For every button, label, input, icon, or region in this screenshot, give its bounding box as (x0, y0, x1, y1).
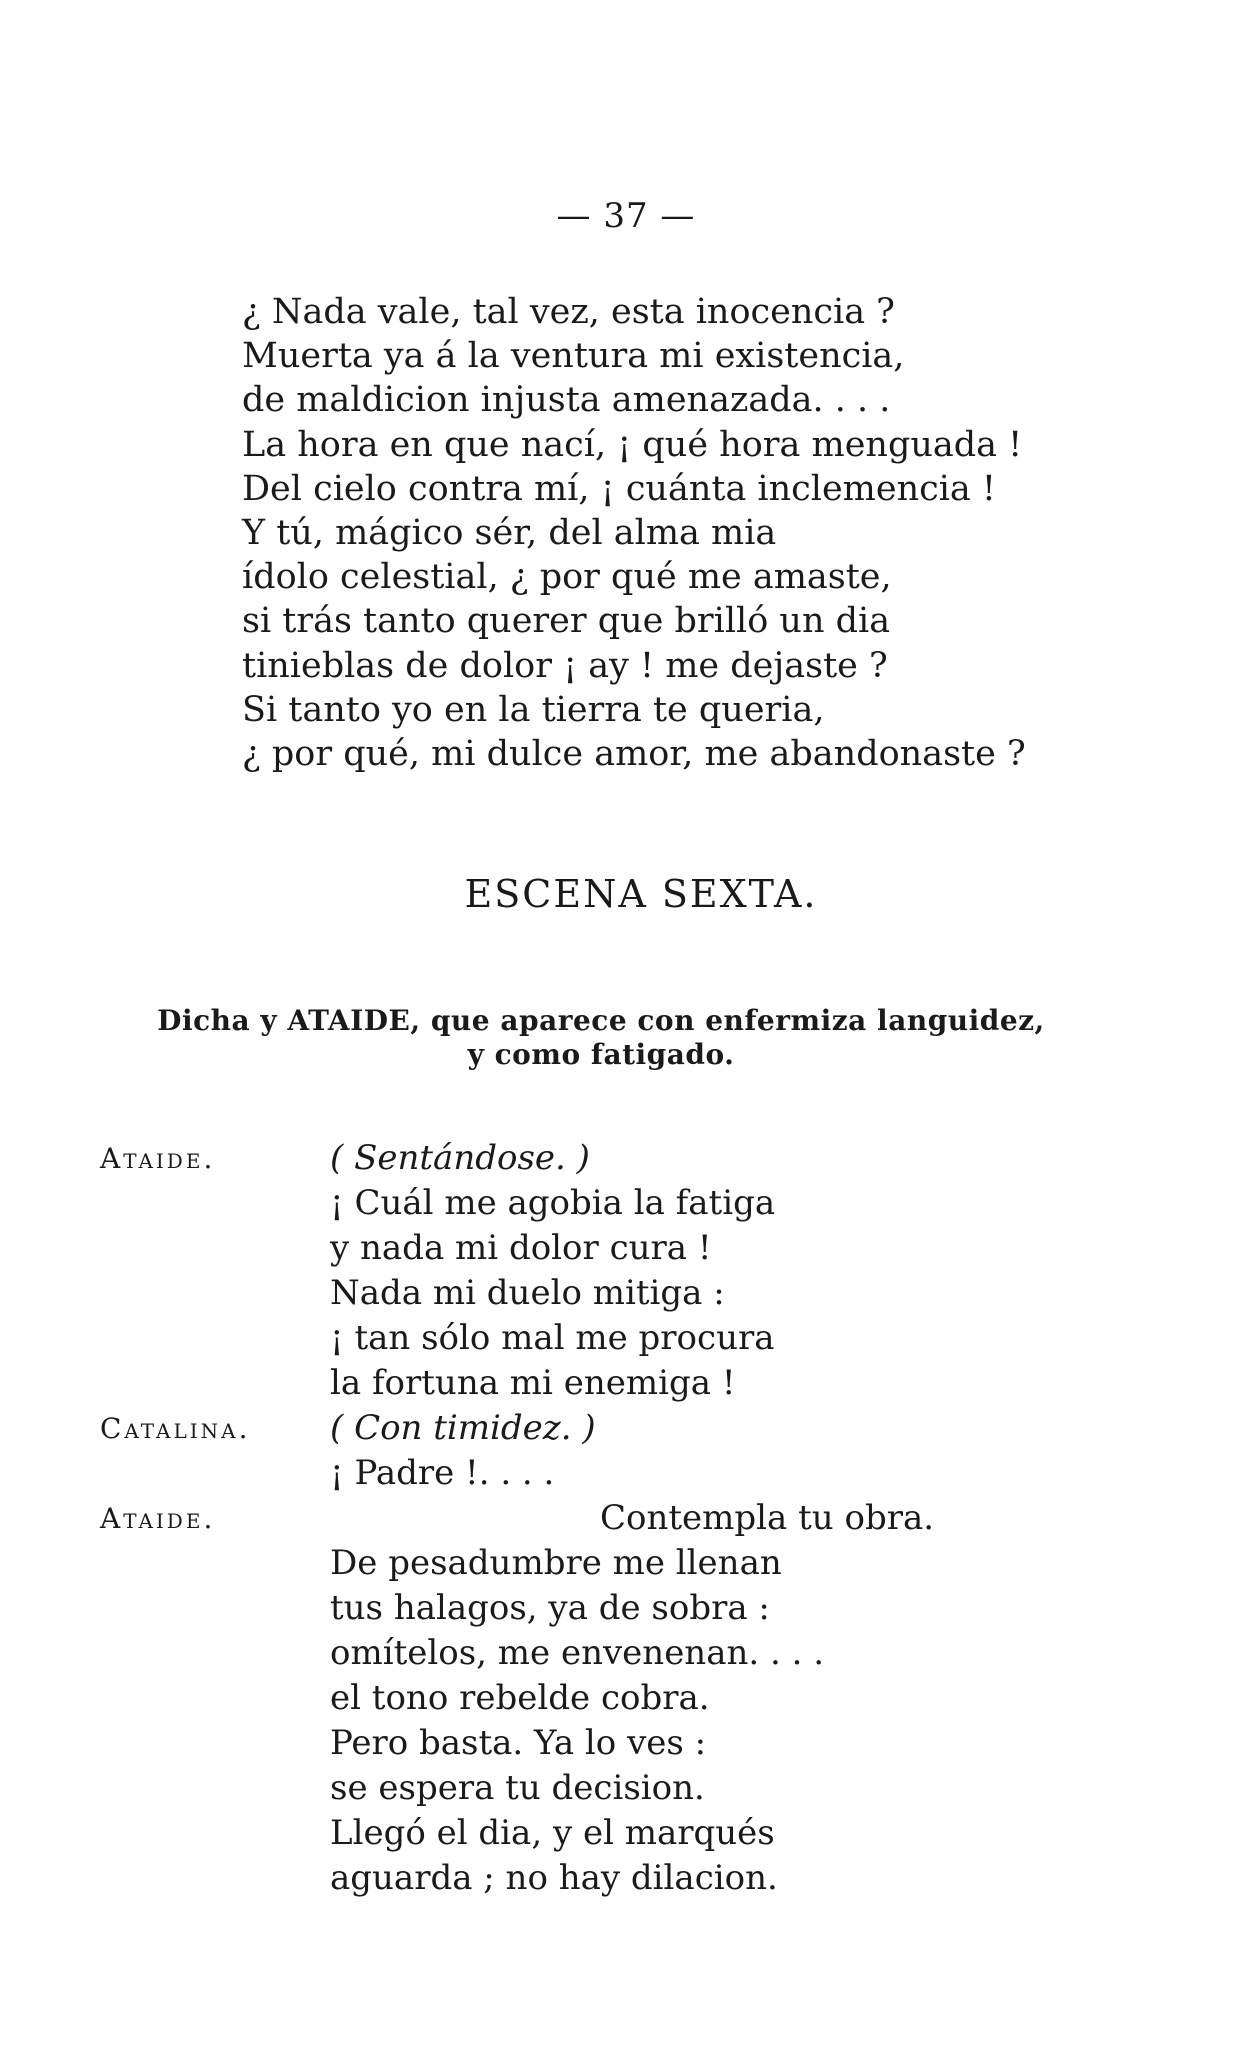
speech-lines (330, 1496, 1252, 1901)
speech-lines (330, 1136, 1252, 1406)
speech-ataide-1 (0, 1136, 1252, 1406)
page-number: — 37 — (556, 196, 696, 236)
verse-line: el tono rebelde cobra. (330, 1678, 710, 1718)
verse-line: ¡ tan sólo mal me procura (330, 1318, 775, 1358)
poem-line: Si tanto yo en la tierra te queria, (242, 689, 825, 730)
poem-line: Y tú, mágico sér, del alma mia (242, 513, 777, 554)
verse-line: la fortuna mi enemiga ! (330, 1363, 736, 1403)
verse-line: tus halagos, ya de sobra : (330, 1588, 770, 1628)
verse-line: De pesadumbre me llenan (330, 1543, 782, 1583)
speaker-name: Ataide. (100, 1142, 216, 1175)
verse-line: Llegó el dia, y el marqués (330, 1813, 775, 1853)
verse-line: Nada mi duelo mitiga : (330, 1273, 725, 1313)
poem-line: de maldicion injusta amenazada. . . . (242, 380, 891, 421)
verse-line: se espera tu decision. (330, 1768, 705, 1808)
poem-line: La hora en que nací, ¡ qué hora menguada ! (242, 424, 1023, 465)
poem-stanza (242, 290, 1102, 776)
poem-line: ¿ Nada vale, tal vez, esta inocencia ? (242, 292, 895, 332)
verse-line: ¡ Cuál me agobia la fatiga (330, 1183, 776, 1223)
verse-line: omítelos, me envenenan. . . . (330, 1633, 825, 1673)
speech-lines (330, 1406, 1252, 1496)
poem-line: si trás tanto querer que brilló un dia (242, 601, 891, 642)
verse-line: Pero basta. Ya lo ves : (330, 1723, 707, 1763)
verse-line: ¡ Padre !. . . . (330, 1453, 555, 1493)
poem-line: Del cielo contra mí, ¡ cuánta inclemencia ! (242, 468, 996, 509)
scene-title: ESCENA SEXTA. (464, 872, 818, 916)
speaker-name: Catalina. (100, 1412, 251, 1445)
verse-line: aguarda ; no hay dilacion. (330, 1858, 778, 1898)
stage-direction-inline: ( Con timidez. ) (330, 1408, 596, 1448)
poem-line: ídolo celestial, ¿ por qué me amaste, (242, 557, 892, 598)
speaker-name: Ataide. (100, 1502, 216, 1535)
speech-ataide-2 (0, 1496, 1252, 1901)
poem-line: Muerta ya á la ventura mi existencia, (242, 336, 905, 377)
stage-direction (96, 1004, 1106, 1072)
stage-direction-line: y como fatigado. (467, 1038, 735, 1071)
dialogue (0, 1136, 1252, 1901)
verse-line: Contempla tu obra. (600, 1498, 935, 1538)
speech-catalina (0, 1406, 1252, 1496)
stage-direction-inline: ( Sentándose. ) (330, 1138, 590, 1178)
stage-direction-line: Dicha y ATAIDE, que aparece con enfermiza languidez, (157, 1004, 1045, 1037)
poem-line: tinieblas de dolor ¡ ay ! me dejaste ? (242, 645, 888, 686)
verse-line: y nada mi dolor cura ! (330, 1228, 712, 1268)
poem-line: ¿ por qué, mi dulce amor, me abandonaste ? (242, 734, 1026, 775)
